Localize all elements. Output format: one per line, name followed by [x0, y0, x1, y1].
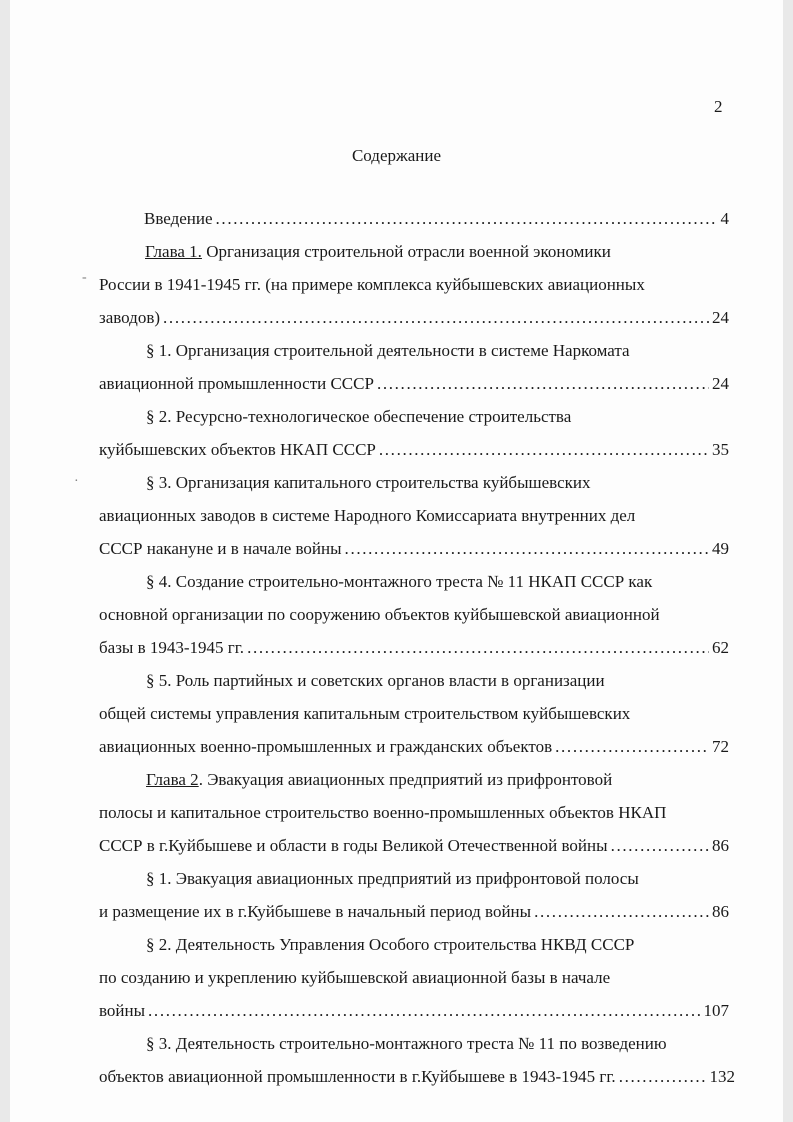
toc-section-2-1[interactable]: § 1. Эвакуация авиационных предприятий из прифронтовой полосы [146, 869, 639, 888]
toc-entry-line: общей системы управления капитальным строительством куйбышевских [99, 704, 631, 723]
dot-leader [247, 637, 709, 659]
toc-section-1-5[interactable]: § 5. Роль партийных и советских органов власти в организации [146, 671, 605, 690]
dot-leader [611, 835, 709, 857]
toc-entry-text: . Эвакуация авиационных предприятий из прифронтовой [198, 770, 613, 789]
toc-section-1-3[interactable]: § 3. Организация капитального строительства куйбышевских [146, 473, 591, 492]
toc-entry-text: куйбышевских объектов НКАП СССР [99, 440, 376, 459]
page-title: Содержание [351, 146, 442, 165]
dot-leader [379, 439, 709, 461]
scan-edge-right [783, 0, 793, 1122]
toc-entry-line: по созданию и укреплению куйбышевской авиационной базы в начале [99, 968, 611, 987]
page-number: 2 [714, 97, 723, 116]
toc-entry-line-with-page [99, 1066, 735, 1088]
toc-entry-line-with-page [99, 1000, 729, 1022]
toc-entry-line-with-page [99, 439, 729, 461]
scan-mark: - [82, 270, 87, 285]
toc-entry-line-with-page [99, 901, 729, 923]
toc-entry-text: объектов авиационной промышленности в г.Куйбышеве в 1943-1945 гг. [99, 1067, 616, 1086]
toc-entry-line: России в 1941-1945 гг. (на примере комплекса куйбышевских авиационных [99, 275, 645, 294]
toc-page-number: 35 [712, 440, 729, 459]
toc-entry-text: Организация строительной отрасли военной экономики [201, 242, 611, 261]
toc-page-number: 72 [712, 737, 729, 756]
dot-leader [377, 373, 709, 395]
toc-page-number: 4 [720, 209, 729, 228]
toc-entry-line-with-page [99, 835, 729, 857]
toc-section-1-1[interactable]: § 1. Организация строительной деятельности в системе Наркомата [146, 341, 630, 360]
toc-entry-line-with-page [99, 307, 729, 329]
toc-page-number: 62 [712, 638, 729, 657]
toc-page-number: 24 [712, 308, 729, 327]
toc-entry-text: и размещение их в г.Куйбышеве в начальный период войны [99, 902, 532, 921]
toc-page-number: 86 [712, 836, 729, 855]
toc-entry-text: войны [99, 1001, 146, 1020]
toc-chapter-2-heading[interactable] [146, 769, 612, 791]
dot-leader [163, 307, 709, 329]
toc-entry-text: Введение [144, 209, 213, 228]
toc-page-number: 132 [709, 1067, 735, 1086]
toc-section-1-2[interactable]: § 2. Ресурсно-технологическое обеспечение строительства [146, 407, 572, 426]
toc-entry-intro[interactable] [144, 208, 729, 230]
toc-page-number: 107 [703, 1001, 729, 1020]
scan-mark: · [74, 474, 79, 489]
toc-section-2-3[interactable]: § 3. Деятельность строительно-монтажного треста № 11 по возведению [146, 1034, 667, 1053]
toc-page-number: 49 [712, 539, 729, 558]
dot-leader [555, 736, 709, 758]
toc-entry-text: авиационных военно-промышленных и гражданских объектов [99, 737, 553, 756]
toc-section-2-2[interactable]: § 2. Деятельность Управления Особого строительства НКВД СССР [146, 935, 635, 954]
toc-entry-text: СССР в г.Куйбышеве и области в годы Великой Отечественной войны [99, 836, 608, 855]
dot-leader [619, 1066, 707, 1088]
toc-entry-line-with-page [99, 736, 729, 758]
toc-entry-text: СССР накануне и в начале войны [99, 539, 342, 558]
dot-leader [345, 538, 709, 560]
dot-leader [148, 1000, 700, 1022]
toc-entry-text: заводов) [99, 308, 161, 327]
toc-entry-text: базы в 1943-1945 гг. [99, 638, 245, 657]
chapter-label: Глава 2 [146, 770, 199, 789]
dot-leader [534, 901, 709, 923]
toc-page-number: 24 [712, 374, 729, 393]
toc-entry-text: авиационной промышленности СССР [99, 374, 374, 393]
dot-leader [216, 208, 718, 230]
toc-entry-line-with-page [99, 637, 729, 659]
toc-section-1-4[interactable]: § 4. Создание строительно-монтажного треста № 11 НКАП СССР как [146, 572, 653, 591]
toc-entry-line: основной организации по сооружению объектов куйбышевской авиационной [99, 605, 660, 624]
scan-edge-left [0, 0, 10, 1122]
toc-entry-line: полосы и капитальное строительство военно-промышленных объектов НКАП [99, 803, 667, 822]
toc-chapter-1-heading[interactable] [145, 241, 611, 263]
chapter-label: Глава 1. [145, 242, 202, 261]
toc-entry-line-with-page [99, 373, 729, 395]
toc-page-number: 86 [712, 902, 729, 921]
toc-entry-line: авиационных заводов в системе Народного Комиссариата внутренних дел [99, 506, 636, 525]
toc-entry-line-with-page [99, 538, 729, 560]
